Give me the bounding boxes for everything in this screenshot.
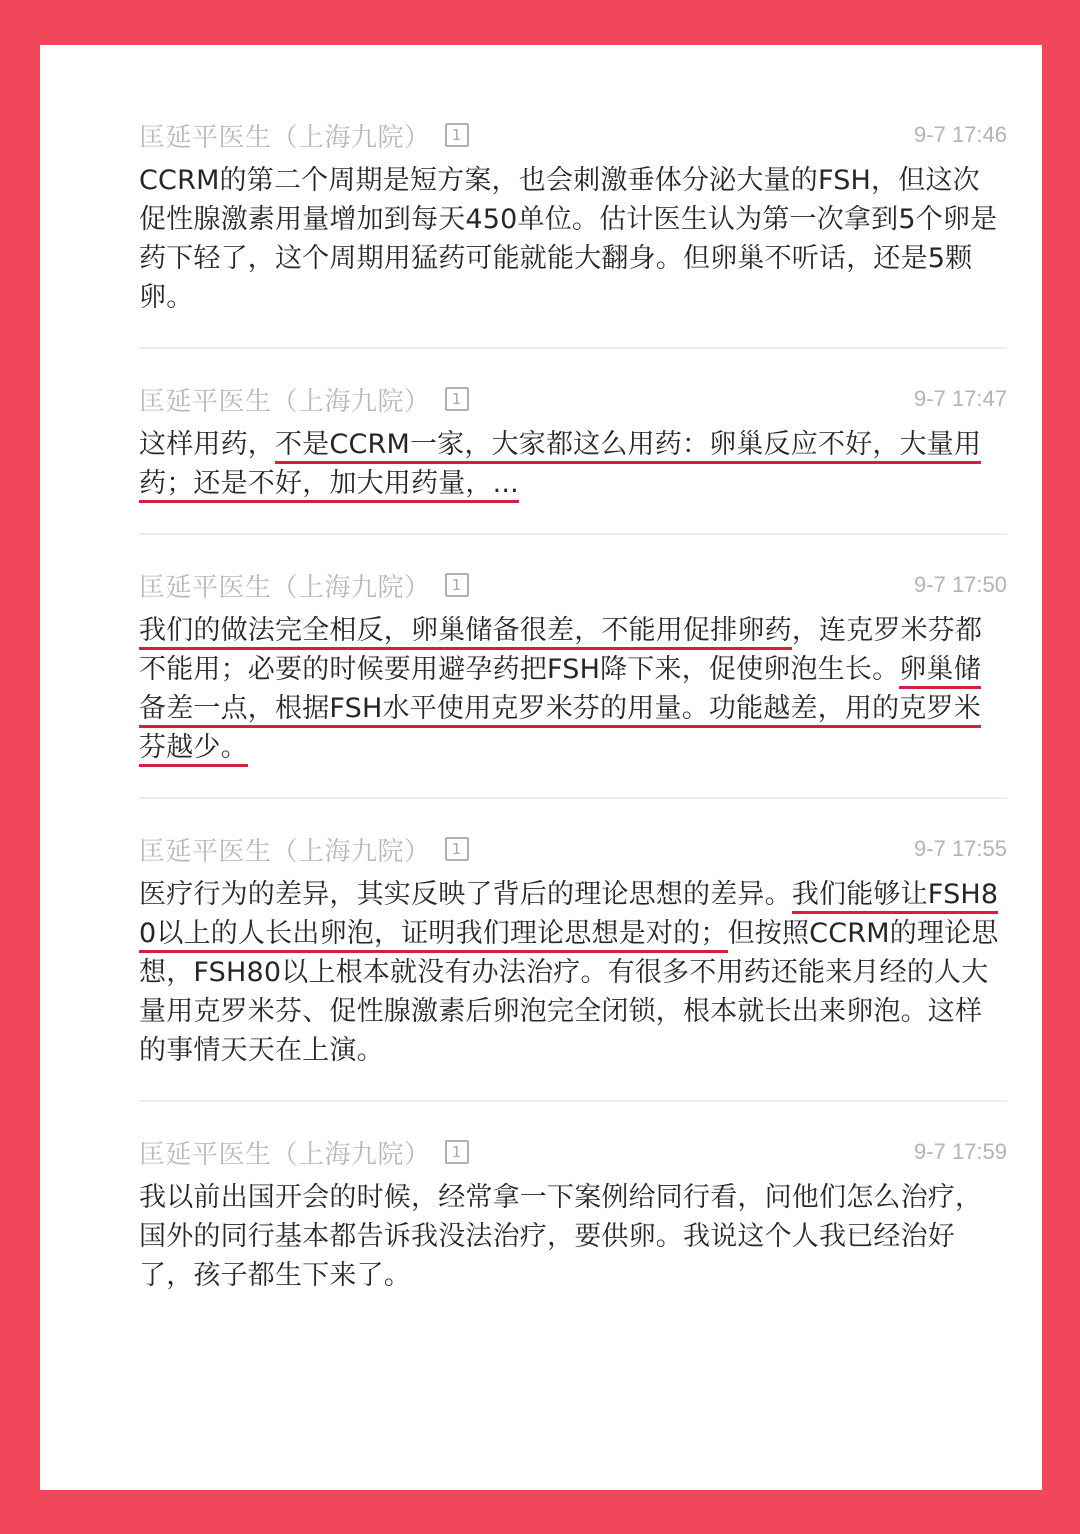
level-badge-icon: 1: [445, 1140, 469, 1164]
message-text: 医疗行为的差异，其实反映了背后的理论思想的差异。: [139, 879, 792, 910]
message-header: [139, 113, 1007, 157]
message-item: [139, 377, 1007, 535]
highlighted-text: 我们的做法完全相反，卵巢储备很差，不能用促排卵药: [139, 615, 792, 650]
message-time: 9-7 17:55: [914, 836, 1007, 861]
level-badge-icon: 1: [445, 837, 469, 861]
message-body: [139, 1178, 1007, 1295]
message-text: 这样用药，: [139, 429, 275, 460]
sender-name[interactable]: [139, 381, 469, 418]
highlighted-text: 我们能够让FSH80以上的人长出卵泡，证明我们理论思想是对的；: [139, 879, 998, 953]
message-header: [139, 377, 1007, 421]
message-time: 9-7 17:46: [914, 122, 1007, 147]
level-badge-icon: 1: [445, 123, 469, 147]
sender-name[interactable]: [139, 117, 469, 154]
content-card: [40, 45, 1042, 1490]
message-body: [139, 611, 1007, 767]
message-time: 9-7 17:59: [914, 1139, 1007, 1164]
sender-name[interactable]: [139, 831, 469, 868]
sender-name[interactable]: [139, 567, 469, 604]
message-body: [139, 425, 1007, 503]
highlighted-text: 不是CCRM一家，大家都这么用药：卵巢反应不好，大量用药；还是不好，加大用药量，...: [139, 429, 981, 503]
message-item: [139, 113, 1007, 349]
message-text: ，连克罗米芬都不能用；必要的时候要用避孕药把FSH降下来，促使卵泡生长。: [139, 615, 983, 685]
message-header: [139, 1130, 1007, 1174]
sender-label: 匡延平医生（上海九院）: [139, 572, 431, 603]
message-body: [139, 875, 1007, 1070]
sender-label: 匡延平医生（上海九院）: [139, 386, 431, 417]
sender-label: 匡延平医生（上海九院）: [139, 122, 431, 153]
sender-name[interactable]: [139, 1134, 469, 1171]
message-item: [139, 1130, 1007, 1325]
level-badge-icon: 1: [445, 573, 469, 597]
message-text: CCRM的第二个周期是短方案，也会刺激垂体分泌大量的FSH，但这次促性腺激素用量增加到每天450单位。估计医生认为第一次拿到5个卵是药下轻了，这个周期用猛药可能就能大翻身。但卵巢不听话，还是5颗卵。: [139, 165, 998, 313]
message-item: [139, 827, 1007, 1102]
message-header: [139, 563, 1007, 607]
message-time: 9-7 17:47: [914, 386, 1007, 411]
message-header: [139, 827, 1007, 871]
message-text: 我以前出国开会的时候，经常拿一下案例给同行看，问他们怎么治疗，国外的同行基本都告诉我没法治疗，要供卵。我说这个人我已经治好了，孩子都生下来了。: [139, 1182, 983, 1291]
highlighted-text: 卵巢储备差一点，根据FSH水平使用克罗米芬的用量。功能越差，用的克罗米芬越少。: [139, 654, 981, 767]
message-text: 但按照CCRM的理论思想，FSH80以上根本就没有办法治疗。有很多不用药还能来月经的人大量用克罗米芬、促性腺激素后卵泡完全闭锁，根本就长出来卵泡。这样的事情天天在上演。: [139, 918, 999, 1066]
message-body: [139, 161, 1007, 317]
sender-label: 匡延平医生（上海九院）: [139, 1139, 431, 1170]
message-time: 9-7 17:50: [914, 572, 1007, 597]
message-list: [139, 113, 1007, 1353]
message-item: [139, 563, 1007, 799]
sender-label: 匡延平医生（上海九院）: [139, 836, 431, 867]
level-badge-icon: 1: [445, 387, 469, 411]
